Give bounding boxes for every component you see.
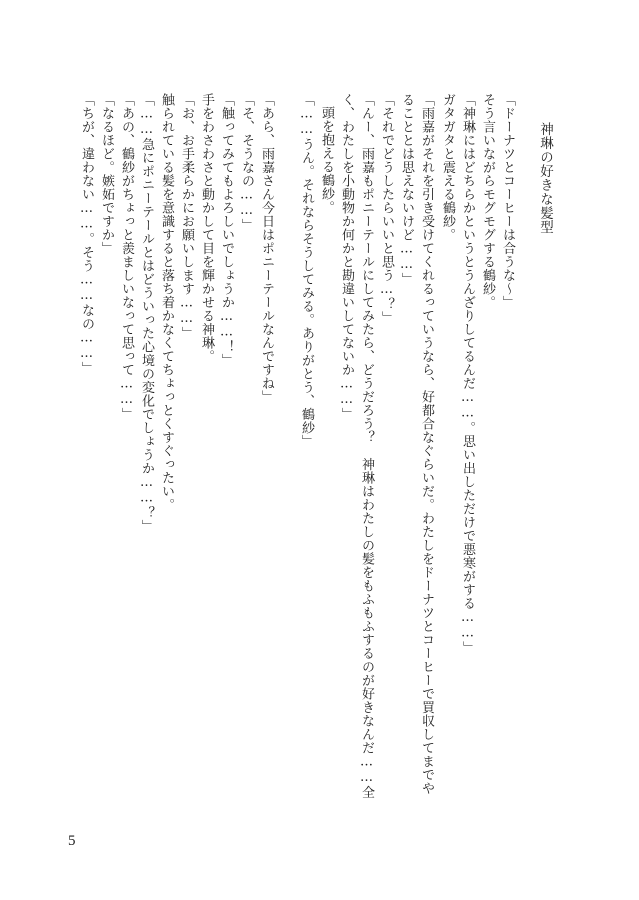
text-line: 「あの、鶴紗がちょっと羨ましいなって思って……」 [119,93,134,421]
text-line: 「ちが、違わない……。そう……なの……」 [79,93,94,375]
text-line: 「あら、雨嘉さん今日はポニーテールなんですね」 [259,93,274,404]
text-line: 「……うん。それならそうしてみる。ありがとう、鶴紗」 [299,93,314,448]
text-line: そう言いながらモグモグする鶴紗。 [480,93,495,309]
text-line: く、わたしを小動物か何かと勘違いしてないか……」 [339,93,354,421]
text-line: ガタガタと震える鶴紗。 [440,93,455,242]
text-line: ることとは思えないけど……」 [399,93,414,286]
text-line: 「触ってみてもよろしいでしょうか……！」 [219,93,234,367]
text-line: 「なるほど。嫉妬ですか」 [99,93,114,255]
text-line: 「……急にポニーテールとはどういった心境の変化でしょうか……？」 [139,93,154,533]
text-line: 「それでどうしたらいいと思う…？」 [379,93,394,325]
text-line: 「雨嘉がそれを引き受けてくれるっていうなら、好都合なぐらいだ。わたしをドーナツとコーヒーで買収してまでや [419,93,434,795]
text-line: 頭を抱える鶴紗。 [319,106,334,214]
text-line: 「んー、雨嘉もポニーテールにしてみたら、どうだろう？ 神琳はわたしの髪をもふもふするのが好きなんだ……全 [359,93,374,799]
page-number: 5 [68,833,76,849]
text-line: 「ドーナツとコーヒーは合うな〜」 [500,93,515,309]
text-line: 「お、お手柔らかにお願いします……」 [179,93,194,340]
text-line: 手をわさわさと動かして目を輝かせる神琳。 [199,93,214,363]
text-line: 「神琳にはどちらかというとうんざりしてるんだ……。思い出しただけで悪寒がする……」 [460,93,475,655]
text-line: 触られている髪を意識すると落ち着かなくてちょっとくすぐったい。 [159,93,174,512]
chapter-title: 神琳の好きな髪型 [537,122,553,234]
text-line: 「そ、そうなの……」 [239,93,254,232]
